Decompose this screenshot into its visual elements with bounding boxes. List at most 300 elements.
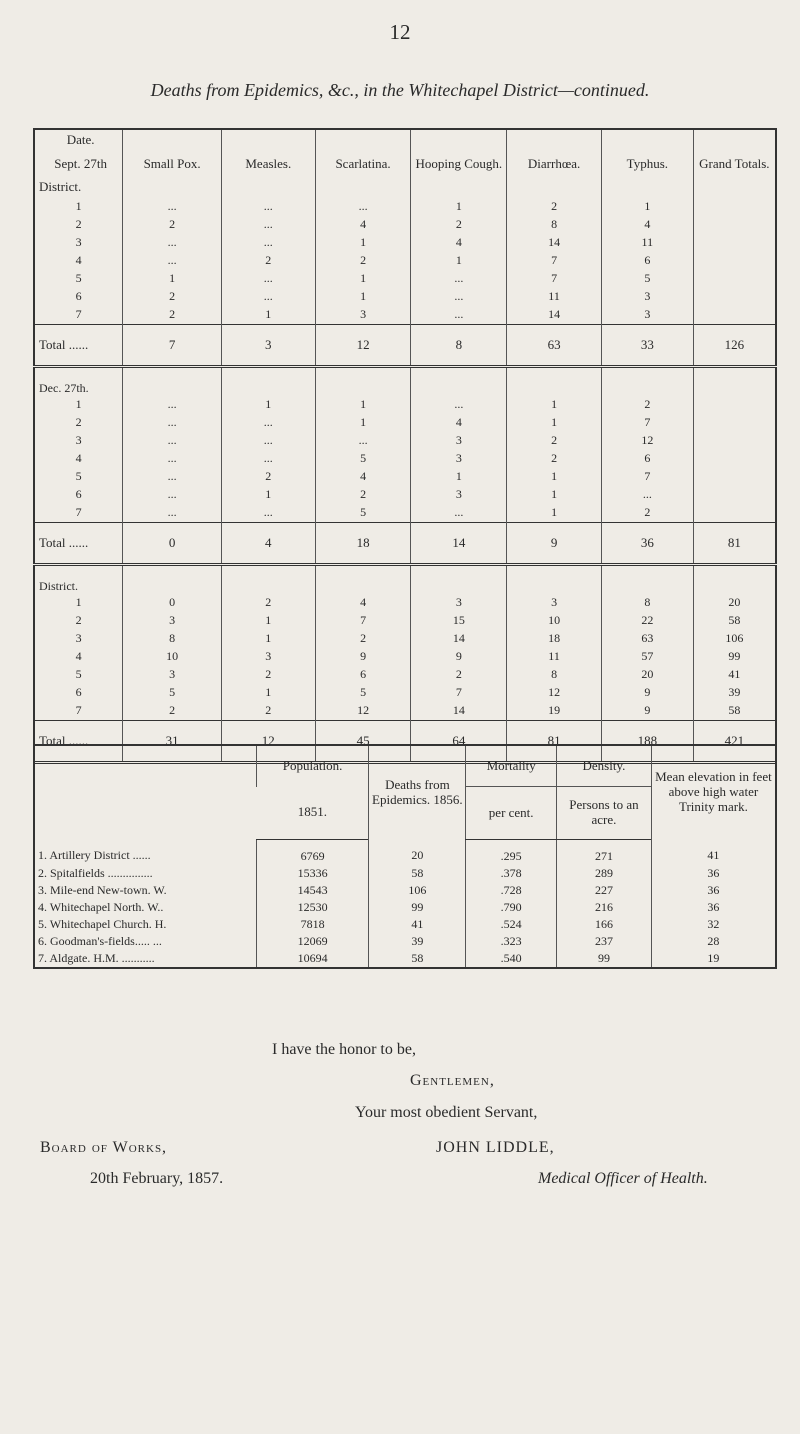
table-cell: 2 [315,486,411,504]
empty-cell [411,367,507,397]
total-label: Total ...... [34,325,123,367]
table-cell: 1 [221,684,315,702]
table-row [34,306,776,325]
district-number-cell: 4 [75,649,82,664]
table-cell: ... [411,504,507,523]
table-cell: 2 [221,702,315,721]
column-header: Diarrhœa. [507,129,602,198]
table-cell [693,288,776,306]
table-cell: 7 [601,468,693,486]
table-row [34,630,776,648]
table-cell: 4 [411,234,507,252]
table-cell: 6 [601,450,693,468]
column-header: Typhus. [601,129,693,198]
elevation-header: Mean elevation in feet above high water Trinity mark. [651,745,776,840]
total-label: Total ...... [34,721,123,763]
letter-date: 20th February, 1857. [90,1170,224,1187]
table-cell: 9 [601,684,693,702]
table-cell: ... [123,234,222,252]
table-cell: 7 [507,270,602,288]
table-cell: ... [221,432,315,450]
table-cell: 99 [693,648,776,666]
table-cell: 12 [315,702,411,721]
table-cell: 12 [601,432,693,450]
table-cell: 2 [221,666,315,684]
table-cell: 6 [315,666,411,684]
total-cell: 7 [123,325,222,367]
table-cell: 19 [507,702,602,721]
table-cell: 1 [507,468,602,486]
total-cell: 81 [507,721,602,763]
district-number-cell: 5 [75,271,82,286]
table-cell: ... [411,396,507,414]
table-cell [693,486,776,504]
table-row [34,840,776,866]
table-cell: ... [315,198,411,216]
table-cell: 1 [507,414,602,432]
column-header: Hooping Cough. [411,129,507,198]
table-cell: .295 [466,840,557,866]
population-year-header: 1851. [256,787,369,840]
table-cell: 3 [601,288,693,306]
table-cell: 2 [601,504,693,523]
table-cell: ... [123,468,222,486]
table-row [34,899,776,916]
table-row [34,396,776,414]
district-header: District. [39,179,82,195]
table-cell: 1 [315,396,411,414]
table-cell: 7 [411,684,507,702]
section-header-row [34,367,776,397]
table-row [34,882,776,899]
table-cell: 36 [651,899,776,916]
table-cell: 227 [557,882,652,899]
total-cell: 421 [693,721,776,763]
table-cell: 5 [123,684,222,702]
empty-cell [315,367,411,397]
table-cell: 5 [315,684,411,702]
total-cell: 18 [315,523,411,565]
table-cell: ... [411,288,507,306]
table-cell: ... [123,450,222,468]
district-number-cell: 6 [75,487,82,502]
date-header: Date. [66,132,95,147]
table-cell: 2 [411,666,507,684]
table-cell: 36 [651,882,776,899]
table-cell: ... [221,234,315,252]
total-cell: 64 [411,721,507,763]
district-name-cell: 6. Goodman's-fields..... ... [38,933,162,948]
table-cell: .540 [466,950,557,968]
table-row [34,666,776,684]
mortality-header: Mortality [466,745,557,787]
table-cell: 10694 [256,950,369,968]
table-cell: 57 [601,648,693,666]
column-header: Scarlatina. [315,129,411,198]
table-cell: 1 [411,198,507,216]
table-cell [693,432,776,450]
table-cell: 4 [315,468,411,486]
table-cell: 3 [411,486,507,504]
total-cell: 0 [123,523,222,565]
district-name-cell: 5. Whitechapel Church. H. [38,916,167,931]
table-cell: ... [123,396,222,414]
table-cell: ... [601,486,693,504]
table-row [34,648,776,666]
empty-cell [411,565,507,595]
table-cell: 2 [123,306,222,325]
total-cell: 3 [221,325,315,367]
table-cell: 2 [507,432,602,450]
table-row [34,216,776,234]
table-cell: 0 [123,594,222,612]
table-cell: 6 [601,252,693,270]
total-cell: 188 [601,721,693,763]
total-cell: 126 [693,325,776,367]
district-number-cell: 4 [75,253,82,268]
total-cell: 12 [221,721,315,763]
table-cell: 8 [507,666,602,684]
population-header: Population. [256,745,369,787]
district-name-cell: 4. Whitechapel North. W.. [38,899,164,914]
district-blank-header [34,745,256,840]
district-number-cell: 5 [75,469,82,484]
district-name-cell: 3. Mile-end New-town. W. [38,882,167,897]
table-cell: 4 [601,216,693,234]
empty-cell [601,367,693,397]
total-row [34,325,776,367]
table-cell: 36 [651,865,776,882]
total-cell: 81 [693,523,776,565]
table-cell: .323 [466,933,557,950]
table-cell: 3 [411,594,507,612]
table-header-row [34,129,776,198]
column-header: Grand Totals. [693,129,776,198]
table-cell: 2 [123,288,222,306]
table-cell: 15 [411,612,507,630]
table-cell: 14 [411,702,507,721]
table-row [34,684,776,702]
district-number-cell: 5 [75,667,82,682]
table-cell: 4 [411,414,507,432]
table-cell: 11 [507,648,602,666]
table-cell: 1 [507,504,602,523]
table-cell: 4 [315,594,411,612]
table-cell: 32 [651,916,776,933]
table-cell: 1 [315,288,411,306]
table-cell: ... [221,216,315,234]
table-cell: 28 [651,933,776,950]
total-cell: 31 [123,721,222,763]
table-cell: 166 [557,916,652,933]
epidemic-deaths-table [33,128,777,764]
table-cell: 41 [693,666,776,684]
district-number-cell: 2 [75,613,82,628]
page-number: 12 [389,20,411,44]
empty-cell [123,367,222,397]
table-cell: 271 [557,840,652,866]
table-cell: 106 [693,630,776,648]
table-cell [693,414,776,432]
district-number-cell: 3 [75,631,82,646]
board-of-works: Board of Works, [40,1139,168,1156]
table-cell: 2 [221,594,315,612]
table-cell: 58 [693,612,776,630]
table-cell: 8 [123,630,222,648]
table-cell: 20 [693,594,776,612]
table-row [34,288,776,306]
table-cell: 3 [411,432,507,450]
district-number-cell: 2 [75,415,82,430]
table-cell: 1 [221,306,315,325]
table-cell: ... [123,486,222,504]
table-cell: ... [123,504,222,523]
table-cell: 18 [507,630,602,648]
table-cell: 1 [411,252,507,270]
table-row [34,504,776,523]
table-cell: ... [221,504,315,523]
table-cell: 1 [315,270,411,288]
density-header: Density. [557,745,652,787]
district-number-cell: 3 [75,235,82,250]
table-cell: 3 [601,306,693,325]
table-cell: ... [411,270,507,288]
empty-cell [693,565,776,595]
table-cell: 2 [315,252,411,270]
table-cell: 11 [507,288,602,306]
total-cell: 63 [507,325,602,367]
table-cell: ... [123,252,222,270]
table-row [34,486,776,504]
table-cell: 58 [369,865,466,882]
table-cell: 5 [601,270,693,288]
closing-line: I have the honor to be, [272,1041,416,1058]
table-cell: 2 [507,450,602,468]
table-cell: 289 [557,865,652,882]
table-cell: 8 [507,216,602,234]
table-cell: 58 [693,702,776,721]
table-row [34,414,776,432]
total-cell: 9 [507,523,602,565]
table-cell: 237 [557,933,652,950]
table-cell: 99 [557,950,652,968]
district-number-cell: 3 [75,433,82,448]
empty-cell [507,565,602,595]
table-cell: 5 [315,504,411,523]
table-cell: 5 [315,450,411,468]
table-cell: ... [221,198,315,216]
district-name-cell: 2. Spitalfields ............... [38,865,153,880]
table-row [34,198,776,216]
table-cell: 14 [507,306,602,325]
table-cell: 1 [123,270,222,288]
district-number-cell: 4 [75,451,82,466]
table-cell: 1 [411,468,507,486]
table-cell: 2 [507,198,602,216]
table-cell: 9 [411,648,507,666]
density-sub-header: Persons to an acre. [557,787,652,840]
table-cell: 58 [369,950,466,968]
salutation: Gentlemen, [410,1072,495,1089]
table-cell: 3 [221,648,315,666]
table-row [34,270,776,288]
closing-servant: Your most obedient Servant, [355,1104,538,1121]
district-number-cell: 7 [75,307,82,322]
sept-header: Sept. 27th [54,155,107,171]
district-number-cell: 1 [75,199,82,214]
deaths-header: Deaths from Epidemics. 1856. [369,745,466,840]
table-cell: 14 [411,630,507,648]
section-label: District. [39,579,78,594]
table-cell: ... [221,414,315,432]
table-cell: .524 [466,916,557,933]
table-cell: 1 [315,234,411,252]
total-cell: 12 [315,325,411,367]
table-cell: 7 [601,414,693,432]
table-cell: 15336 [256,865,369,882]
signatory-name: JOHN LIDDLE, [436,1139,555,1156]
date-district-header [34,129,123,198]
total-cell: 36 [601,523,693,565]
table-row [34,450,776,468]
table-cell: 14 [507,234,602,252]
table-cell: 6769 [256,840,369,866]
table-cell: 3 [411,450,507,468]
table-cell: 1 [601,198,693,216]
empty-cell [221,565,315,595]
table-cell: 2 [123,216,222,234]
table-cell: ... [221,270,315,288]
table-cell: 12530 [256,899,369,916]
mortality-sub-header: per cent. [466,787,557,840]
total-cell: 33 [601,325,693,367]
empty-cell [693,367,776,397]
table-cell: 2 [411,216,507,234]
signatory-title: Medical Officer of Health. [538,1170,708,1187]
district-number-cell: 6 [75,289,82,304]
district-statistics-table [33,744,777,969]
table-cell: 9 [315,648,411,666]
total-cell: 45 [315,721,411,763]
table-cell: 20 [601,666,693,684]
table-row [34,432,776,450]
district-number-cell: 7 [75,703,82,718]
district-name-cell: 1. Artillery District ...... [38,848,151,863]
table-cell: .790 [466,899,557,916]
table-cell [693,234,776,252]
table-cell: 7 [507,252,602,270]
table-cell: 7818 [256,916,369,933]
district-number-cell: 7 [75,505,82,520]
total-cell: 14 [411,523,507,565]
table-cell: 39 [693,684,776,702]
total-row [34,523,776,565]
table-row [34,468,776,486]
table-cell [693,504,776,523]
table-cell: 7 [315,612,411,630]
table-cell: 4 [315,216,411,234]
empty-cell [221,367,315,397]
empty-cell [507,367,602,397]
table-cell: ... [411,306,507,325]
column-header: Measles. [221,129,315,198]
table-row [34,865,776,882]
district-name-cell: 7. Aldgate. H.M. ........... [38,950,155,965]
table-row [34,933,776,950]
table-cell: 1 [221,630,315,648]
table-cell [693,252,776,270]
district-number-cell: 6 [75,685,82,700]
table-cell: 1 [315,414,411,432]
table-cell: 10 [507,612,602,630]
table-cell: ... [221,288,315,306]
column-header: Small Pox. [123,129,222,198]
table-cell: 8 [601,594,693,612]
table-cell [693,396,776,414]
table-cell: 1 [221,612,315,630]
total-label: Total ...... [34,523,123,565]
table-cell [693,468,776,486]
table-cell: ... [123,414,222,432]
table-cell: 3 [123,666,222,684]
table-cell: 1 [221,486,315,504]
empty-cell [315,565,411,595]
table-cell: 39 [369,933,466,950]
table-row [34,702,776,721]
table-cell: 12 [507,684,602,702]
table-cell [693,450,776,468]
table-cell [693,270,776,288]
table-cell: 12069 [256,933,369,950]
table-cell [693,198,776,216]
table-row [34,950,776,968]
total-cell: 8 [411,325,507,367]
table-cell: 63 [601,630,693,648]
table-cell: 41 [651,840,776,866]
table-cell: 2 [601,396,693,414]
table-cell: 2 [315,630,411,648]
table-cell: 41 [369,916,466,933]
table-cell: ... [123,198,222,216]
table-cell: 106 [369,882,466,899]
table-cell: 3 [315,306,411,325]
table-cell: .378 [466,865,557,882]
total-cell: 4 [221,523,315,565]
section-label: Dec. 27th. [39,381,89,396]
table-cell: 10 [123,648,222,666]
table-cell: 22 [601,612,693,630]
table-cell: 20 [369,840,466,866]
table-cell: 19 [651,950,776,968]
table-cell: 1 [507,396,602,414]
table-row [34,916,776,933]
table-cell: ... [221,450,315,468]
table-cell: ... [315,432,411,450]
table-row [34,234,776,252]
district-number-cell: 1 [75,397,82,412]
table-cell: 11 [601,234,693,252]
district-number-cell: 2 [75,217,82,232]
table-row [34,612,776,630]
table-cell: ... [123,432,222,450]
table-cell: 3 [123,612,222,630]
table-cell: .728 [466,882,557,899]
table-cell: 2 [221,468,315,486]
table-cell: 2 [221,252,315,270]
table-cell: 3 [507,594,602,612]
district-number-cell: 1 [75,595,82,610]
table-cell: 2 [123,702,222,721]
